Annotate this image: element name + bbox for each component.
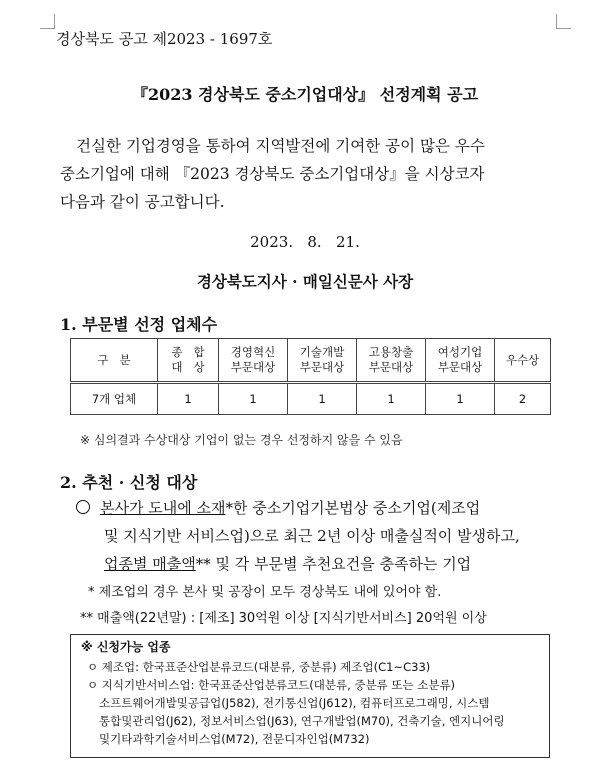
page-corner-mark-right xyxy=(556,14,571,29)
table-header: 구 분 xyxy=(71,339,158,383)
box-line: ㅇ 지식기반서비스업: 한국표준산업분류코드(대분류, 중분류 또는 소분류) xyxy=(87,678,456,692)
table-cell: 7개 업체 xyxy=(71,383,158,415)
intro-line: 중소기업에 대해 『2023 경상북도 중소기업대상』을 시상코자 xyxy=(60,165,485,183)
intro-line: 다음과 같이 공고합니다. xyxy=(60,193,225,211)
table-header: 기술개발 부문대상 xyxy=(288,339,357,383)
footnote-sales: ** 매출액(22년말) : [제조] 30억원 이상 [지식기반서비스] 20억원 이상 xyxy=(80,611,487,626)
table-header: 종 합 대 상 xyxy=(158,339,219,383)
eligibility-line xyxy=(104,553,471,574)
eligible-industries-box xyxy=(70,634,550,758)
table-cell: 1 xyxy=(426,383,495,415)
footnote-location: * 제조업의 경우 본사 및 공장이 모두 경상북도 내에 있어야 함. xyxy=(88,585,442,600)
table-header: 우수상 xyxy=(495,339,551,383)
intro-paragraph xyxy=(60,132,552,216)
table-cell: 1 xyxy=(357,383,426,415)
section-1-note: ※ 심의결과 수상대상 기업이 없는 경우 선정하지 않을 수 있음 xyxy=(80,433,403,447)
table-cell: 1 xyxy=(158,383,219,415)
box-line: ㅇ 제조업: 한국표준산업분류코드(대분류, 중분류) 제조업(C1~C33) xyxy=(87,660,431,674)
eligibility-underlined-text: 업종별 매출액 xyxy=(104,555,196,573)
table-row xyxy=(71,383,551,415)
intro-line: 건실한 기업경영을 통하여 지역발전에 기여한 공이 많은 우수 xyxy=(76,137,485,155)
announcement-sender: 경상북도지사 · 매일신문사 사장 xyxy=(196,272,414,291)
eligibility-text: *한 중소기업기본법상 중소기업(제조업 xyxy=(225,499,481,517)
box-line: 및기타과학기술서비스업(M72), 전문디자인업(M732) xyxy=(99,732,370,746)
eligibility-line xyxy=(76,497,480,518)
page-corner-mark-left xyxy=(40,14,55,29)
eligibility-line: 및 지식기반 서비스업)으로 최근 2년 이상 매출실적이 발생하고, xyxy=(104,527,520,545)
table-cell: 2 xyxy=(495,383,551,415)
award-count-table xyxy=(70,338,551,415)
box-title: ※ 신청가능 업종 xyxy=(81,640,171,654)
table-header: 여성기업 부문대상 xyxy=(426,339,495,383)
table-cell: 1 xyxy=(219,383,288,415)
announcement-date: 2023. 8. 21. xyxy=(250,233,360,251)
announcement-number: 경상북도 공고 제2023 - 1697호 xyxy=(56,30,273,48)
section-2-heading: 2. 추천 · 신청 대상 xyxy=(60,473,198,492)
document-title: 『2023 경상북도 중소기업대상』 선정계획 공고 xyxy=(131,85,479,104)
eligibility-text: ** 및 각 부문별 추천요건을 충족하는 기업 xyxy=(195,555,472,573)
box-line: 소프트웨어개발및공급업(J582), 전기통신업(J612), 컴퓨터프로그래밍, 시스템 xyxy=(99,696,490,710)
hollow-circle-bullet-icon xyxy=(76,500,90,514)
table-header: 고용창출 부문대상 xyxy=(357,339,426,383)
section-1-heading: 1. 부문별 선정 업체수 xyxy=(60,315,218,334)
eligibility-underlined-text: 본사가 도내에 소재 xyxy=(100,499,226,517)
box-line: 통합및관리업(J62), 정보서비스업(J63), 연구개발업(M70), 건축기술, 엔지니어링 xyxy=(99,714,505,728)
table-cell: 1 xyxy=(288,383,357,415)
table-header: 경영혁신 부문대상 xyxy=(219,339,288,383)
